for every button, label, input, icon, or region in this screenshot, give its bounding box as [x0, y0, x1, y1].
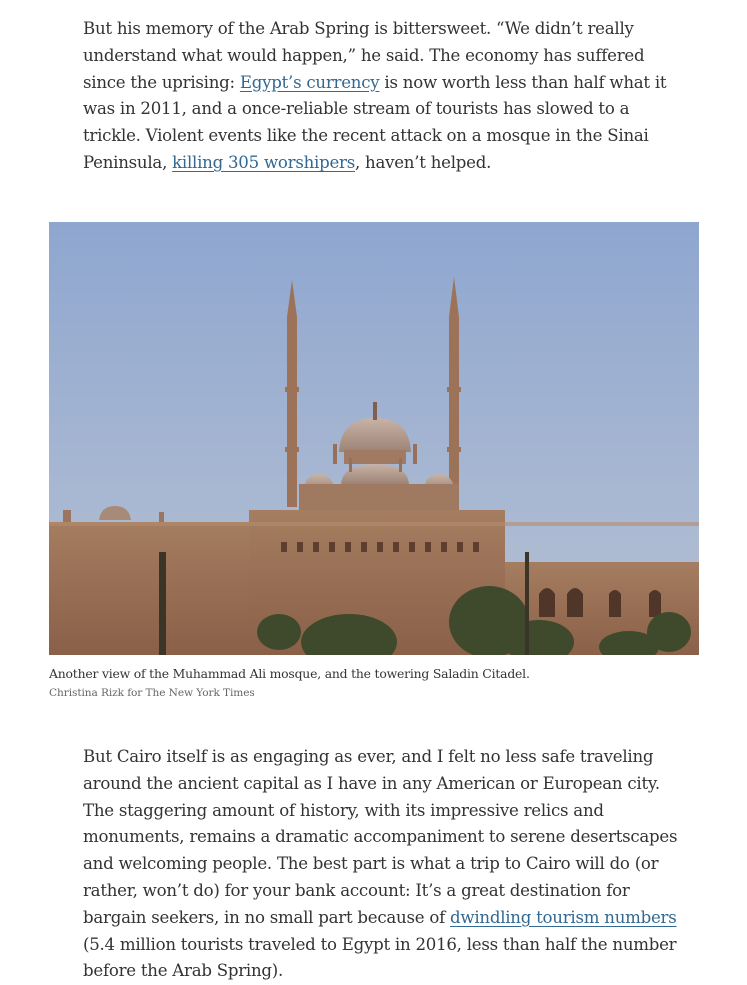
photo-caption: Another view of the Muhammad Ali mosque, and the towering Saladin Citadel.: [49, 666, 530, 681]
photo-credit: Christina Rizk for The New York Times: [49, 687, 255, 699]
paragraph-text: But Cairo itself is as engaging as ever, and I felt no less safe traveling around the ancient capital as I have in any American or European city. The staggering amount of history, with its impressive relics and monuments, remains a dramatic accompaniment to serene desertscapes and welcoming people. The best part is what a trip to Cairo will do (or rather, won’t do) for your bank account: It’s a great destination for bargain seekers, in no small part because of: [83, 747, 678, 927]
mosque-photo[interactable]: [49, 222, 699, 655]
killing-305-worshipers-link[interactable]: killing 305 worshipers: [172, 152, 355, 172]
article-paragraph: [83, 744, 683, 985]
paragraph-text: is now worth less than half what it was in 2011, and a once-reliable stream of tourists has slowed to a trickle. Violent events like the recent attack on a mosque in the Sinai Peninsula,: [83, 72, 667, 172]
paragraph-text: (5.4 million tourists traveled to Egypt in 2016, less than half the number before the Arab Spring).: [83, 934, 677, 981]
paragraph-text: , haven’t helped.: [354, 152, 492, 172]
egypts-currency-link[interactable]: Egypt’s currency: [239, 72, 380, 92]
paragraph-text: But his memory of the Arab Spring is bittersweet. “We didn’t really understand what would happen,” he said. The economy has suffered since the uprising:: [83, 19, 645, 92]
article-paragraph: [83, 16, 683, 177]
dwindling-tourism-numbers-link[interactable]: dwindling tourism numbers: [450, 907, 677, 927]
